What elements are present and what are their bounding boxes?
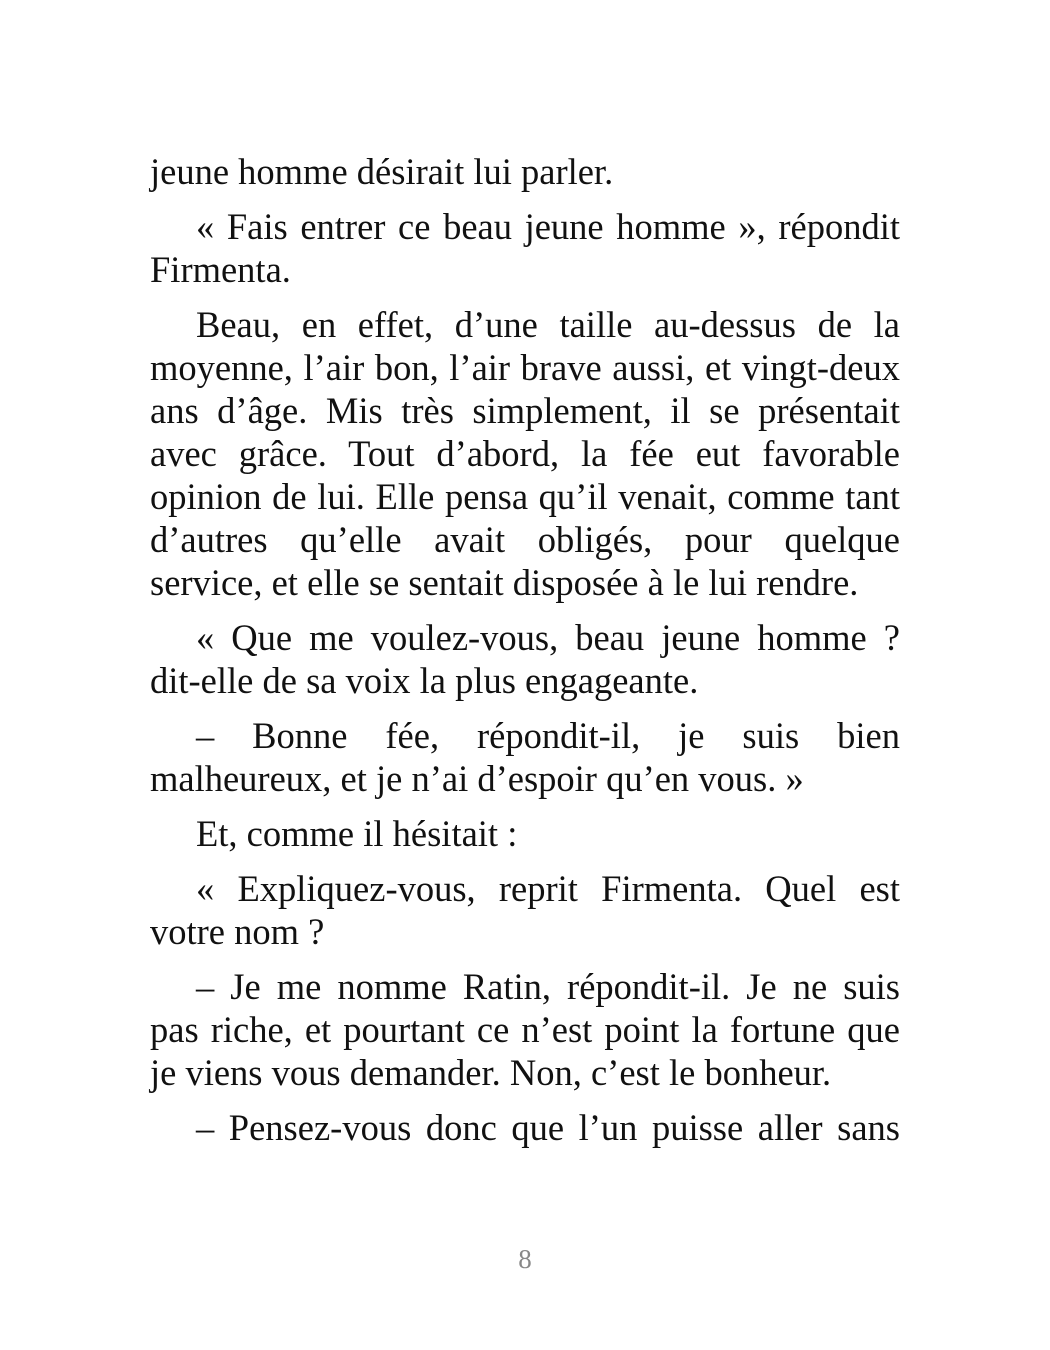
paragraph-8: – Je me nomme Ratin, répondit-il. Je ne suis pas riche, et pourtant ce n’est point la fortune que je viens vous demander. Non, c’est le bonheur. (150, 966, 900, 1093)
paragraph-7: « Expliquez-vous, reprit Firmenta. Quel est votre nom ? (150, 868, 900, 952)
page-body (150, 150, 900, 1161)
paragraph-3: Beau, en effet, d’une taille au-dessus de la moyenne, l’air bon, l’air brave aussi, et vingt-deux ans d’âge. Mis très simplement, il se présentait avec grâce. Tout d’abord, la fée eut favorable opinion de lui. Elle pensa qu’il venait, comme tant d’autres qu’elle avait obligés, pour quelque service, et elle se sentait disposée à le lui rendre. (150, 304, 900, 603)
paragraph-2: « Fais entrer ce beau jeune homme », répondit Firmenta. (150, 206, 900, 290)
paragraph-6: Et, comme il hésitait : (196, 813, 518, 854)
paragraph-1: jeune homme désirait lui parler. (150, 151, 614, 192)
paragraph-9: – Pensez-vous donc que l’un puisse aller sans (196, 1107, 900, 1148)
paragraph-4: « Que me voulez-vous, beau jeune homme ? dit-elle de sa voix la plus engageante. (150, 617, 900, 701)
paragraph-5: – Bonne fée, répondit-il, je suis bien malheureux, et je n’ai d’espoir qu’en vous. » (150, 715, 900, 799)
page-number: 8 (518, 1244, 532, 1274)
